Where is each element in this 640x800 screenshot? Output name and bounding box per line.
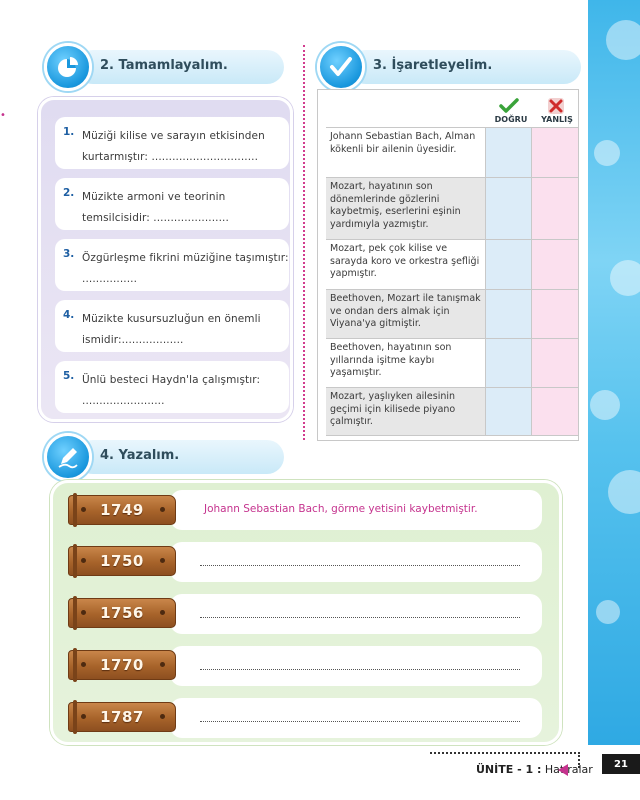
fill-item-number: 1. [63, 126, 75, 138]
unit-name: Hatıralar [544, 763, 593, 776]
answer-dotted-line [200, 565, 520, 566]
year-label: 1756 [100, 604, 144, 622]
section-mark-title: 3. İşaretleyelim. [373, 58, 493, 73]
true-answer-cell[interactable] [486, 178, 532, 239]
false-answer-cell[interactable] [532, 290, 578, 338]
decorative-sky-strip [588, 0, 640, 745]
unit-footer [476, 763, 593, 776]
section-write-title: 4. Yazalım. [100, 448, 180, 463]
false-answer-cell[interactable] [532, 388, 578, 435]
fill-item-number: 4. [63, 309, 75, 321]
year-plank-4 [68, 650, 176, 680]
false-answer-cell[interactable] [532, 178, 578, 239]
left-arrow-icon [558, 764, 568, 776]
page-number: 21 [602, 754, 640, 774]
fill-item-text[interactable]: Ünlü besteci Haydn'la çalışmıştır: ........................ [82, 374, 261, 407]
pie-chart-icon [44, 43, 92, 91]
timeline-answer-text: Johann Sebastian Bach, görme yetisini kaybetmiştir. [204, 503, 478, 515]
statement-cell: Beethoven, hayatının son yıllarında işitme kaybı yaşamıştır. [326, 339, 486, 387]
section-fill-title: 2. Tamamlayalım. [100, 58, 228, 73]
year-label: 1750 [100, 552, 144, 570]
table-row [326, 338, 578, 387]
timeline-answer-4[interactable] [170, 646, 542, 686]
fill-item-number: 2. [63, 187, 75, 199]
section-mark-header [317, 50, 587, 84]
timeline-answer-1[interactable] [170, 490, 542, 530]
table-row [326, 177, 578, 239]
true-false-table [317, 89, 579, 441]
fill-item-text[interactable]: Müzikte kusursuzluğun en önemli ismidir:.................. [82, 313, 261, 346]
table-row [326, 387, 578, 436]
column-divider [303, 45, 305, 440]
answer-dotted-line [200, 721, 520, 722]
true-column-header: DOĞRU [494, 115, 528, 124]
fill-item-text[interactable]: Özgürleşme fikrini müziğine taşımıştır: ................ [82, 252, 289, 285]
fill-item-text[interactable]: Müzikte armoni ve teorinin temsilcisidir: ...................... [82, 191, 229, 224]
false-answer-cell[interactable] [532, 339, 578, 387]
false-answer-cell[interactable] [532, 240, 578, 289]
true-answer-cell[interactable] [486, 388, 532, 435]
true-answer-cell[interactable] [486, 339, 532, 387]
fill-in-panel [38, 97, 293, 422]
year-plank-5 [68, 702, 176, 732]
fill-item-number: 5. [63, 370, 75, 382]
table-row [326, 239, 578, 289]
true-answer-cell[interactable] [486, 128, 532, 177]
statement-cell: Johann Sebastian Bach, Alman kökenli bir ailenin üyesidir. [326, 128, 486, 177]
fill-item-number: 3. [63, 248, 75, 260]
timeline-answer-2[interactable] [170, 542, 542, 582]
true-answer-cell[interactable] [486, 290, 532, 338]
statement-cell: Mozart, yaşlıyken ailesinin geçimi için kilisede piyano çalmıştır. [326, 388, 486, 435]
year-label: 1770 [100, 656, 144, 674]
fill-item-2 [55, 178, 289, 230]
answer-dotted-line [200, 617, 520, 618]
unit-label: ÜNİTE - 1 : [476, 763, 542, 776]
year-plank-3 [68, 598, 176, 628]
false-answer-cell[interactable] [532, 128, 578, 177]
fill-item-3 [55, 239, 289, 291]
answer-dotted-line [200, 669, 520, 670]
table-row [326, 289, 578, 338]
statement-cell: Mozart, pek çok kilise ve sarayda koro ve orkestra şefliği yapmıştır. [326, 240, 486, 289]
fill-item-1 [55, 117, 289, 169]
section-fill-header [44, 50, 294, 84]
year-label: 1749 [100, 501, 144, 519]
statement-cell: Beethoven, Mozart ile tanışmak ve ondan ders almak için Viyana'ya gitmiştir. [326, 290, 486, 338]
pencil-icon [44, 433, 92, 481]
statement-cell: Mozart, hayatının son dönemlerinde gözlerini kaybetmiş, eserlerini eşinin yardımıyla yazmıştır. [326, 178, 486, 239]
section-write-header [44, 440, 294, 474]
year-label: 1787 [100, 708, 144, 726]
true-answer-cell[interactable] [486, 240, 532, 289]
timeline-answer-3[interactable] [170, 594, 542, 634]
table-row [326, 127, 578, 177]
year-plank-1 [68, 495, 176, 525]
checkmark-icon [317, 43, 365, 91]
fill-item-text[interactable]: Müziği kilise ve sarayın etkisinden kurtarmıştır: ............................... [82, 130, 265, 163]
timeline-answer-5[interactable] [170, 698, 542, 738]
false-column-header: YANLIŞ [541, 115, 573, 124]
fill-item-4 [55, 300, 289, 352]
fill-item-5 [55, 361, 289, 413]
year-plank-2 [68, 546, 176, 576]
margin-mark: • [0, 110, 6, 121]
